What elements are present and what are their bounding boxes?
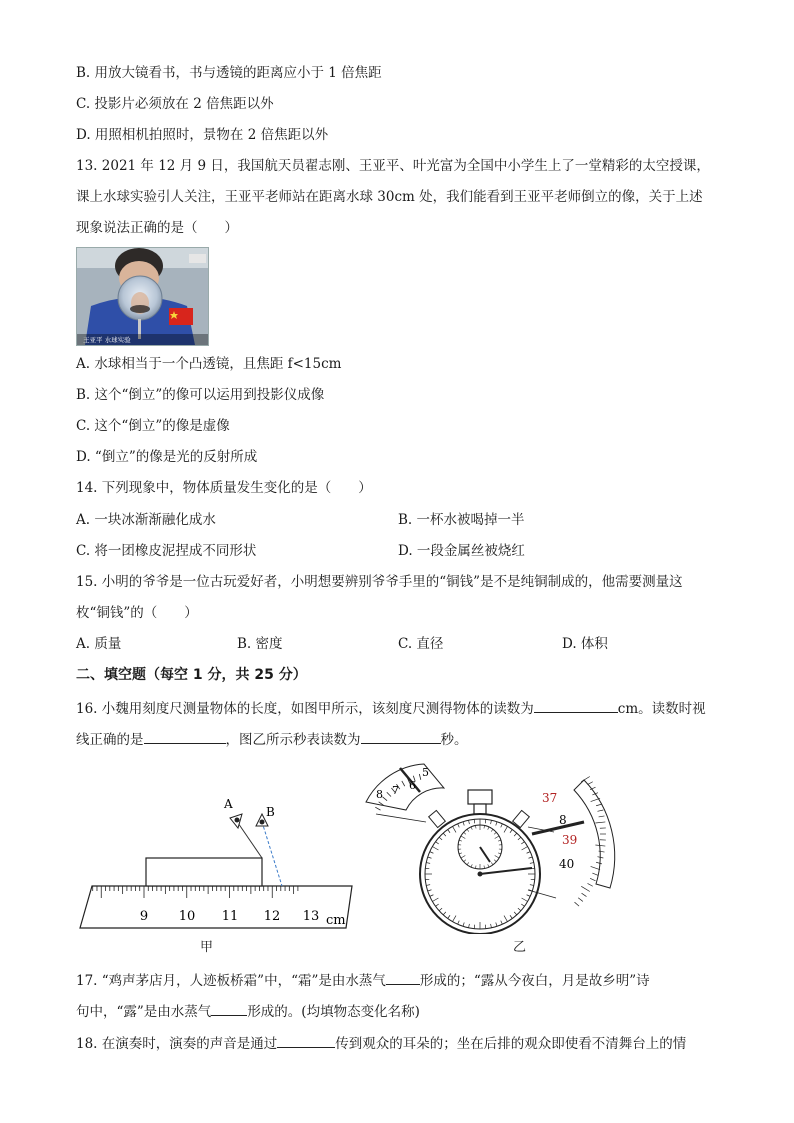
- q14-option-c: C. 将一团橡皮泥捏成不同形状: [76, 543, 257, 559]
- q16-text-2: cm。读数时视: [617, 701, 706, 717]
- figure-ruler-stopwatch: [76, 762, 636, 934]
- ruler-tick-11: 11: [221, 909, 239, 924]
- stopwatch-crown: [468, 790, 492, 804]
- second-dial-39: 39: [562, 833, 578, 847]
- eye-label-b: B: [266, 805, 275, 819]
- q17-text-3: 句中，“露”是由水蒸气: [76, 1004, 212, 1020]
- q15-option-d: D. 体积: [562, 636, 608, 652]
- minute-dial-8: 8: [376, 788, 383, 801]
- q12-option-b: B. 用放大镜看书，书与透镜的距离应小于 1 倍焦距: [76, 65, 382, 81]
- minute-dial-5: 5: [422, 766, 429, 779]
- q18-blank-medium[interactable]: [277, 1033, 335, 1048]
- q13-option-d: D. “倒立”的像是光的反射所成: [76, 449, 258, 465]
- figure-caption-jia: 甲: [200, 940, 214, 955]
- q14-option-a: A. 一块冰渐渐融化成水: [76, 512, 216, 528]
- minute-dial-7: 7: [392, 784, 399, 797]
- q16-text-4: ，图乙所示秒表读数为: [225, 732, 361, 748]
- stopwatch-figure: [366, 764, 615, 934]
- q16-blank-sightline[interactable]: [144, 729, 226, 744]
- q15-option-c: C. 直径: [398, 636, 444, 652]
- q16-blank-reading[interactable]: [534, 698, 618, 713]
- q17-text-2: 形成的；“露从今夜白，月是故乡明”诗: [419, 973, 650, 989]
- water-ball-photo: [76, 247, 209, 346]
- ruler-tick-13: 13: [302, 909, 320, 924]
- second-dial-40: 40: [559, 857, 575, 871]
- q12-option-c: C. 投影片必须放在 2 倍焦距以外: [76, 96, 274, 112]
- q16-text-5: 秒。: [440, 732, 468, 748]
- q17-text-4: 形成的。(均填物态变化名称): [247, 1004, 420, 1020]
- figure-caption-yi: 乙: [513, 940, 527, 955]
- q17-blank-frost[interactable]: [386, 970, 420, 985]
- q14-option-b: B. 一杯水被喝掉一半: [398, 512, 525, 528]
- section-heading-fill-in: 二、填空题（每空 1 分，共 25 分）: [76, 667, 307, 683]
- q17-line2: [76, 1001, 420, 1021]
- photo-caption: 王亚平 水球实验: [83, 336, 131, 344]
- q13-stem-line1: 13. 2021 年 12 月 9 日，我国航天员翟志刚、王亚平、叶光富为全国中小学生上了一堂精彩的太空授课，: [76, 158, 710, 174]
- q15-option-a: A. 质量: [76, 636, 122, 652]
- ruler-tick-10: 10: [178, 909, 196, 924]
- sightline-b: [262, 822, 282, 886]
- eye-label-a: A: [224, 797, 233, 811]
- q16-text-1: 16. 小魏用刻度尺测量物体的长度，如图甲所示，该刻度尺测得物体的读数为: [76, 701, 534, 717]
- q16-blank-stopwatch[interactable]: [361, 729, 441, 744]
- minute-dial-6: 6: [409, 779, 416, 792]
- q18-text-2: 传到观众的耳朵的；坐在后排的观众即使看不清舞台上的情: [335, 1036, 687, 1052]
- ruler-figure: [80, 797, 352, 928]
- q13-option-b: B. 这个“倒立”的像可以运用到投影仪成像: [76, 387, 325, 403]
- q16-line2: [76, 729, 468, 749]
- q13-stem-line2: 课上水球实验引人关注，王亚平老师站在距离水球 30cm 处，我们能看到王亚平老师倒立的像，关于上述: [76, 189, 703, 205]
- ruler-tick-12: 12: [263, 909, 281, 924]
- q14-stem: 14. 下列现象中，物体质量发生变化的是（ ）: [76, 480, 372, 496]
- q12-option-d: D. 用照相机拍照时，景物在 2 倍焦距以外: [76, 127, 329, 143]
- second-dial-38: 8: [559, 813, 567, 827]
- q16-line1: [76, 698, 706, 718]
- q15-stem-line2: 枚“铜钱”的（ ）: [76, 605, 198, 621]
- second-dial-37: 37: [542, 791, 558, 805]
- ruler-tick-9: 9: [139, 909, 149, 924]
- q15-stem-line1: 15. 小明的爷爷是一位古玩爱好者，小明想要辨别爷爷手里的“铜钱”是不是纯铜制成的，他需要测量这: [76, 574, 683, 590]
- ruler-unit: cm: [326, 913, 346, 928]
- q17-text-1: 17. “鸡声茅店月，人迹板桥霜”中，“霜”是由水蒸气: [76, 973, 386, 989]
- q13-option-c: C. 这个“倒立”的像是虚像: [76, 418, 230, 434]
- q18-text-1: 18. 在演奏时，演奏的声音是通过: [76, 1036, 278, 1052]
- q15-option-b: B. 密度: [237, 636, 283, 652]
- q18-line1: [76, 1033, 686, 1053]
- q17-blank-dew[interactable]: [211, 1001, 247, 1016]
- q16-text-3: 线正确的是: [76, 732, 144, 748]
- q17-line1: [76, 970, 650, 990]
- q13-stem-line3: 现象说法正确的是（ ）: [76, 220, 238, 236]
- measured-block: [146, 858, 262, 886]
- q13-option-a: A. 水球相当于一个凸透镜，且焦距 f<15cm: [76, 356, 342, 372]
- q14-option-d: D. 一段金属丝被烧红: [398, 543, 525, 559]
